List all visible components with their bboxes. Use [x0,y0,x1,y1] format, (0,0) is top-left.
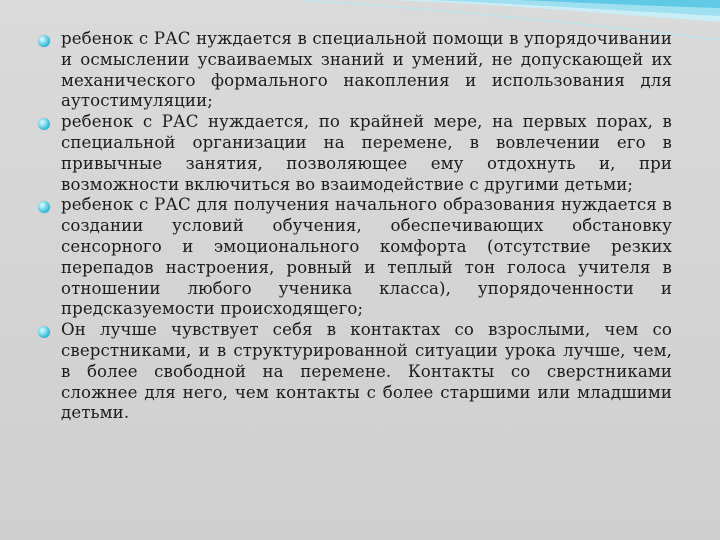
bullet-circle-icon [38,201,50,213]
bullet-text: ребенок с РАС нуждается, по крайней мере, на первых порах, в специальной организации на перемене, в вовлечении его в привычные занятия, позволяющее ему отдохнуть и, при возможности включиться во взаимодействие с другими детьми; [61,112,672,194]
bullet-text: Он лучше чувствует себя в контактах со взрослыми, чем со сверстниками, и в структурированной ситуации урока лучше, чем, в более свободной на перемене. Контакты со сверстниками сложнее для него, чем контакты с более старшими или младшими детьми. [61,320,672,423]
bullet-item [38,29,672,112]
bullet-item [38,195,672,320]
bullet-circle-icon [38,326,50,338]
slide-content [38,29,672,424]
bullet-item [38,112,672,195]
bullet-circle-icon [38,35,50,47]
bullet-circle-icon [38,118,50,130]
bullet-list [38,29,672,424]
bullet-text: ребенок с РАС нуждается в специальной помощи в упорядочивании и осмыслении усваиваемых знаний и умений, не допускающей их механического формального накопления и использования для аутостимуляции; [61,29,672,111]
bullet-item [38,320,672,424]
bullet-text: ребенок с РАС для получения начального образования нуждается в создании условий обучения, обеспечивающих обстановку сенсорного и эмоционального комфорта (отсутствие резких перепадов настроения, ровный и теплый тон голоса учителя в отношении любого ученика класса), упорядоченности и предсказуемости происходящего; [61,195,672,319]
